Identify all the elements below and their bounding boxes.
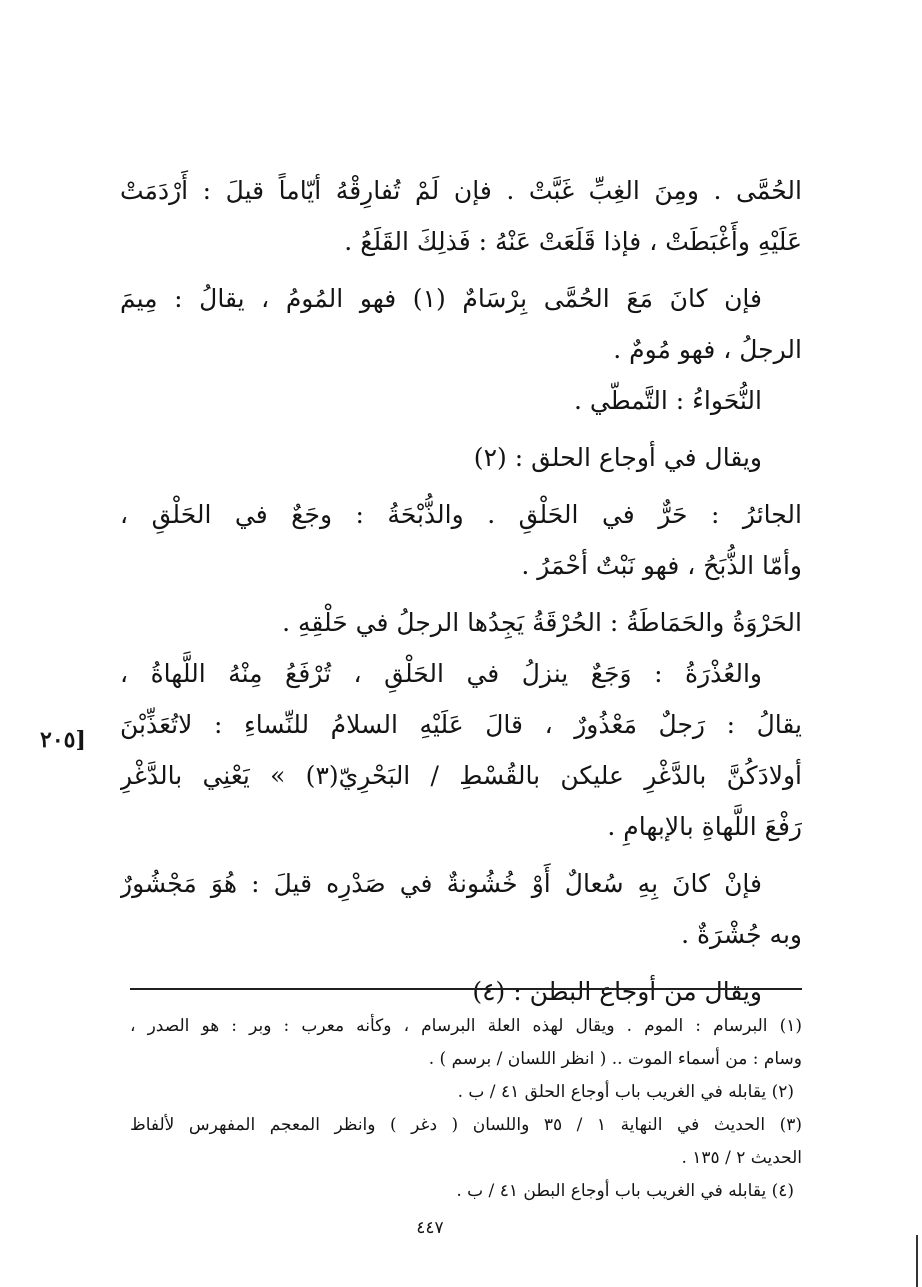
footnote-line: الحديث ٢ / ١٣٥ . (681, 1148, 802, 1168)
text-line: عَلَيْهِ وأَغْبَطَتْ ، فإذا قَلَعَتْ عَنْهُ : فَذلِكَ القَلَعُ . (344, 227, 802, 256)
section-heading: ويقال في أوجاع الحلق : (٢) (473, 443, 762, 472)
text-line: رَفْعَ اللَّهاةِ بالإبهامِ . (607, 812, 802, 841)
text-line: يقالُ : رَجلٌ مَعْذُورٌ ، قالَ عَلَيْهِ السلامُ للنِّساءِ : لاتُعَذِّبْنَ (120, 710, 802, 739)
footnote-line: (٤) يقابله في الغريب باب أوجاع البطن ٤١ / ب . (456, 1181, 794, 1201)
section-heading: ويقال من أوجاع البطن : (٤) (472, 977, 762, 1006)
text-line: الحُمَّى . ومِنَ الغِبِّ غَبَّتْ . فإن لَمْ تُفارِقْهُ أيّاماً قيلَ : أَرْدَمَتْ (120, 176, 802, 205)
page-number: ٤٤٧ (416, 1218, 444, 1238)
text-line: الحَرْوَةُ والحَمَاطَةُ : الحُرْقَةُ يَجِدُها الرجلُ في حَلْقِهِ . (282, 608, 802, 637)
footnote-divider (130, 988, 802, 990)
page-edge-mark (916, 1235, 918, 1287)
main-text-block (120, 165, 802, 1017)
text-line: الرجلُ ، فهو مُومٌ . (613, 335, 802, 364)
footnotes (130, 1010, 802, 1208)
footnote-line: وسام : من أسماء الموت .. ( انظر اللسان / برسم ) . (428, 1049, 802, 1069)
manuscript-folio-reference: [٢٠٥ (40, 727, 86, 753)
footnote-line: (١) البرسام : الموم . ويقال لهذه العلة البرسام ، وكأنه معرب : وبر : هو الصدر ، (130, 1016, 802, 1036)
text-line: النُّحَواءُ : التَّمطّي . (574, 386, 762, 415)
text-line: فإن كانَ مَعَ الحُمَّى بِرْسَامٌ (١) فهو المُومُ ، يقالُ : مِيمَ (120, 284, 763, 313)
text-line: الجائرُ : حَرٌّ في الحَلْقِ . والذُّبْحَةُ : وجَعٌ في الحَلْقِ ، (120, 500, 802, 529)
text-line: فإنْ كانَ بِهِ سُعالٌ أَوْ خُشُونةٌ في صَدْرِه قيلَ : هُوَ مَجْشُورٌ (120, 869, 762, 898)
text-line: أولادَكُنَّ بالدَّغْرِ عليكن بالقُسْطِ / البَحْرِيّ(٣) » يَعْنِي بالدَّغْرِ (120, 761, 802, 790)
text-line: والعُذْرَةُ : وَجَعٌ ينزلُ في الحَلْقِ ، تُرْفَعُ مِنْهُ اللَّهاةُ ، (120, 659, 762, 688)
footnote-line: (٢) يقابله في الغريب باب أوجاع الحلق ٤١ / ب . (457, 1082, 794, 1102)
footnote-line: (٣) الحديث في النهاية ١ / ٣٥ واللسان ( دغر ) وانظر المعجم المفهرس لألفاظ (130, 1115, 802, 1135)
text-line: وبه جُشْرَةٌ . (681, 920, 802, 949)
text-line: وأمّا الذُّبَحُ ، فهو نَبْتٌ أحْمَرُ . (521, 551, 802, 580)
